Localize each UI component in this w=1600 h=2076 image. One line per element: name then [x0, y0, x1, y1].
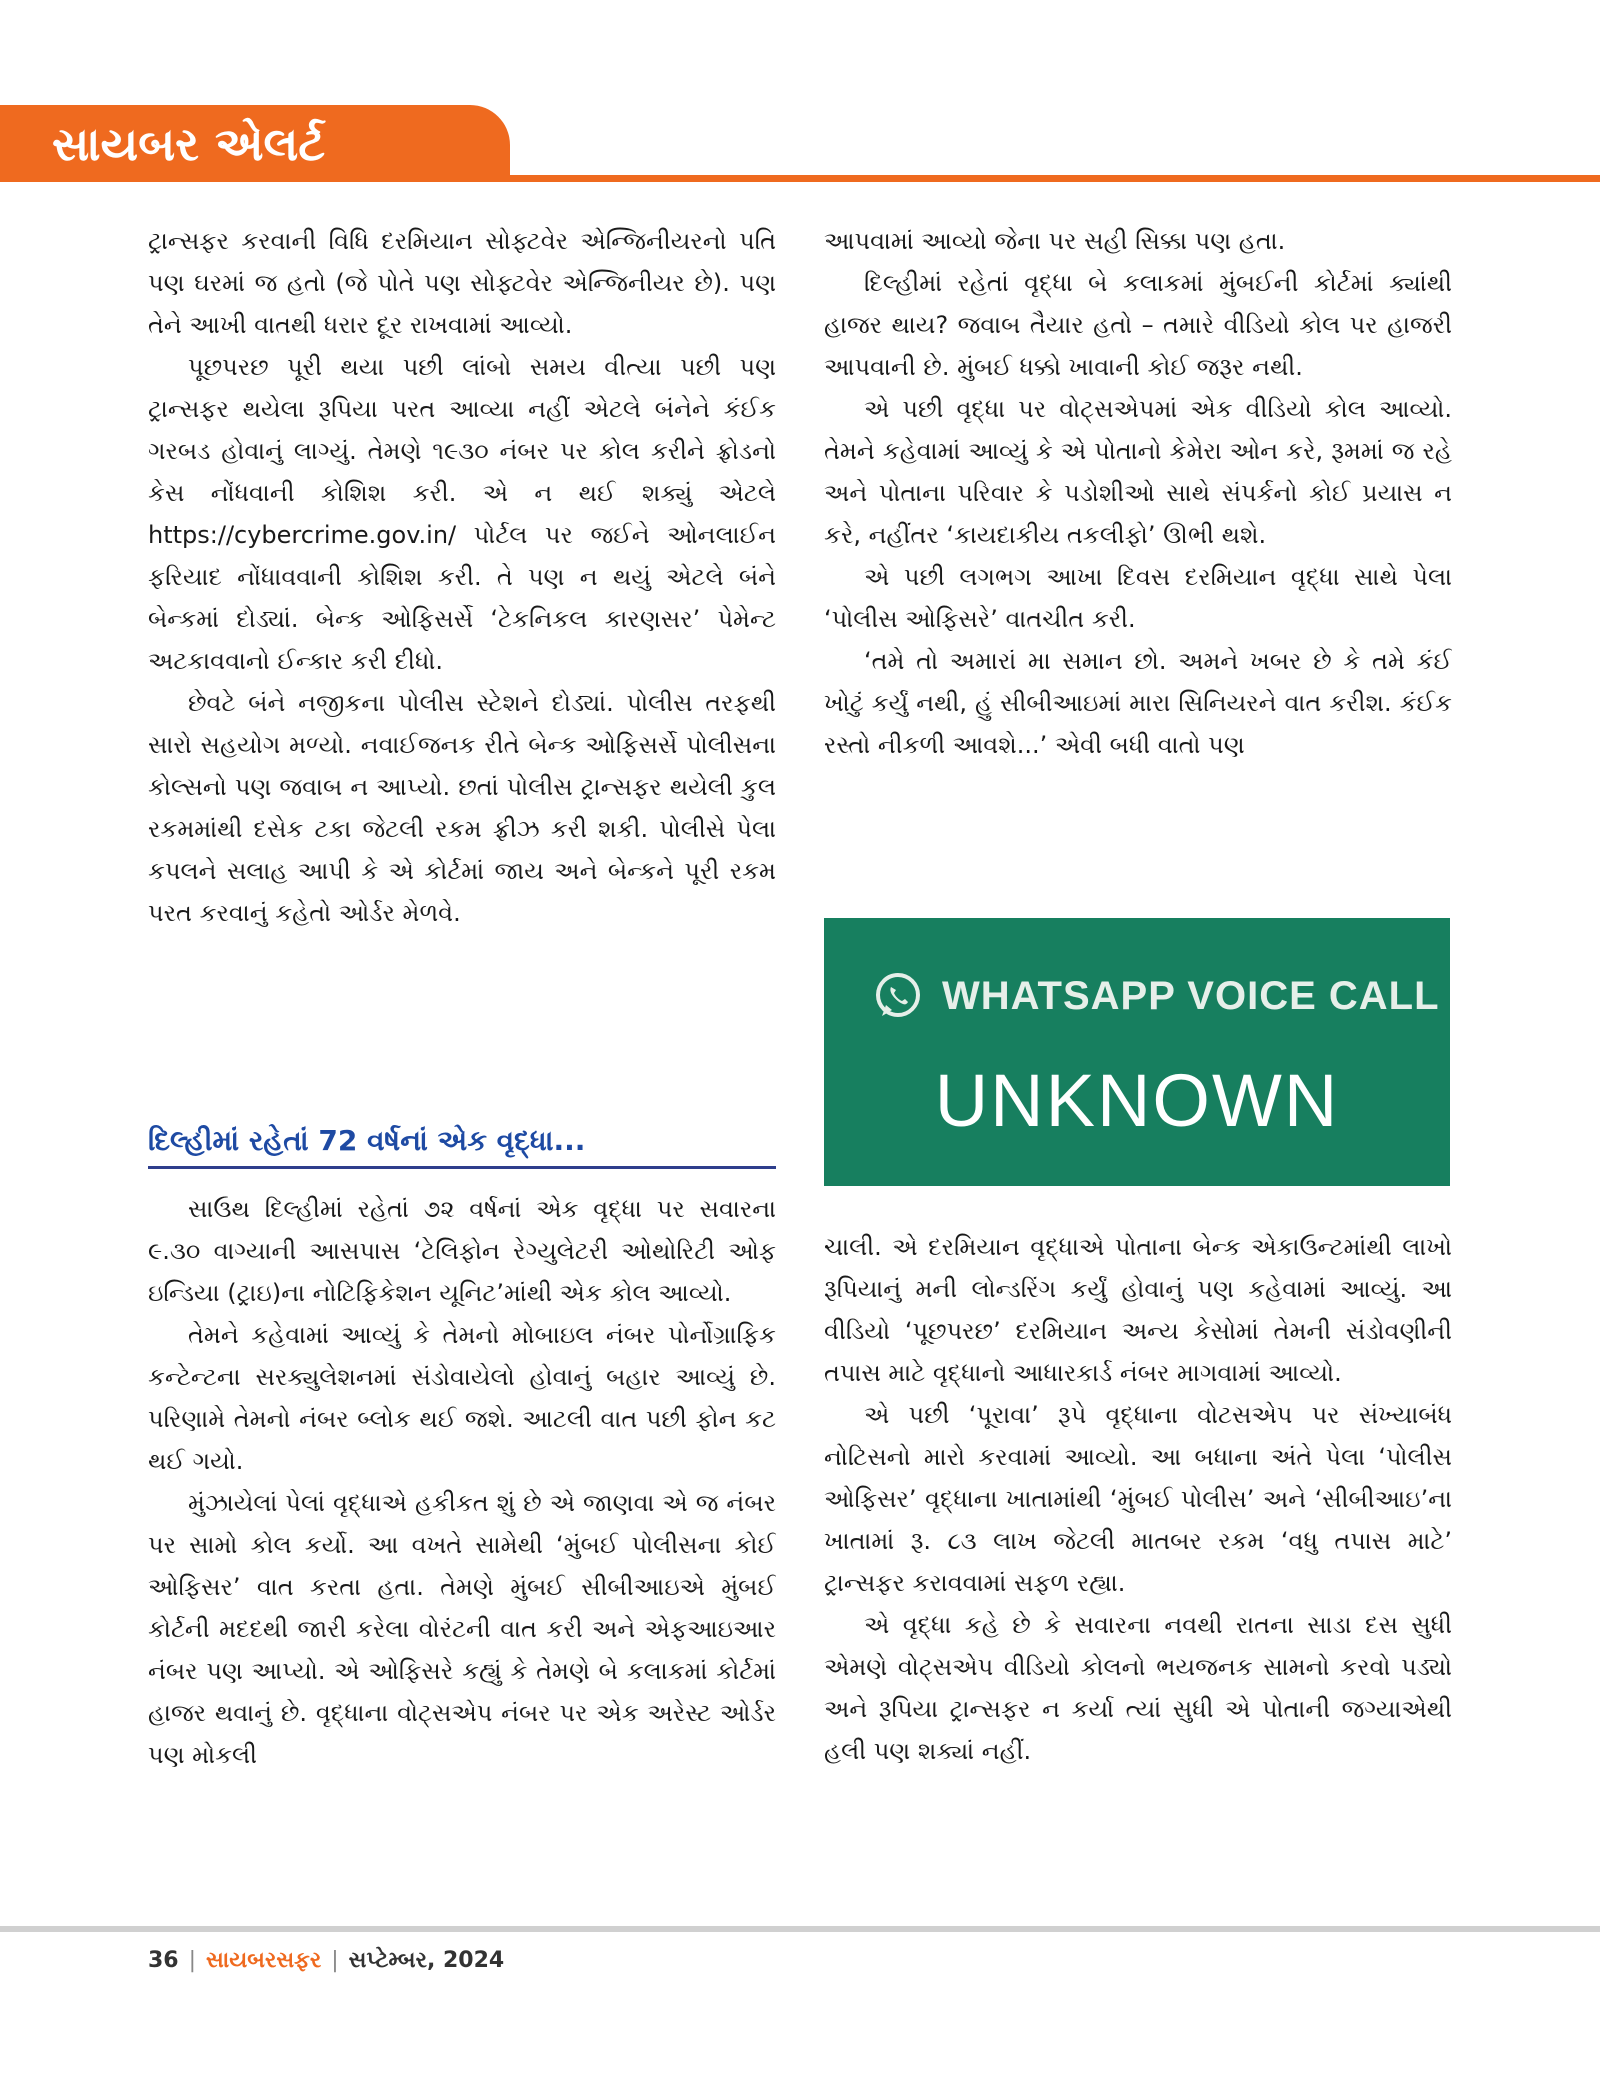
paragraph: એ પછી ‘પૂરાવા’ રૂપે વૃદ્ધાના વોટસએપ પર સંખ્યાબંધ નોટિસનો મારો કરવામાં આવ્યો. આ બધાના અંતે પેલા ‘પોલીસ ઓફિસર’ વૃદ્ધાના ખાતામાંથી ‘મુંબઈ પોલીસ’ અને ‘સીબીઆઇ’ના ખાતામાં રૂ. ૮૩ લાખ જેટલી માતબર રકમ ‘વધુ તપાસ માટે’ ટ્રાન્સફર કરાવવામાં સફળ રહ્યા.: [824, 1401, 1452, 1597]
whatsapp-icon: [872, 970, 924, 1022]
call-label-row: [872, 966, 1440, 1026]
paragraph: આપવામાં આવ્યો જેના પર સહી સિક્કા પણ હતા.: [824, 227, 1286, 255]
subheading: દિલ્હીમાં રહેતાં 72 વર્ષનાં એક વૃદ્ધા...: [148, 1116, 776, 1169]
page-footer: [148, 1946, 504, 1976]
left-column-top: [148, 220, 776, 1096]
right-column-bottom: [824, 1226, 1452, 1848]
left-column-bottom: [148, 1188, 776, 1848]
footer-rule: [0, 1926, 1600, 1932]
paragraph: પૂછપરછ પૂરી થયા પછી લાંબો સમય વીત્યા પછી પણ ટ્રાન્સફર થયેલા રૂપિયા પરત આવ્યા નહીં એટલે બંનેને કંઈક ગરબડ હોવાનું લાગ્યું. તેમણે ૧૯૩૦ નંબર પર કોલ કરીને ફ્રોડનો કેસ નોંધવાની કોશિશ કરી. એ ન થઈ શક્યું એટલે https://cybercrime.gov.in/ પોર્ટલ પર જઈને ઓનલાઈન ફરિયાદ નોંધાવવાની કોશિશ કરી. તે પણ ન થયું એટલે બંને બેન્કમાં દોડ્યાં. બેન્ક ઓફિસર્સે ‘ટેકનિકલ કારણસર’ પેમેન્ટ અટકાવવાનો ઈન્કાર કરી દીધો.: [148, 353, 776, 675]
paragraph: છેવટે બંને નજીકના પોલીસ સ્ટેશને દોડ્યાં. પોલીસ તરફથી સારો સહયોગ મળ્યો. નવાઈજનક રીતે બેન્ક ઓફિસર્સે પોલીસના કોલ્સનો પણ જવાબ ન આપ્યો. છતાં પોલીસ ટ્રાન્સફર થયેલી કુલ રકમમાંથી દસેક ટકા જેટલી રકમ ફ્રીઝ કરી શકી. પોલીસે પેલા કપલને સલાહ આપી કે એ કોર્ટમાં જાય અને બેન્કને પૂરી રકમ પરત કરવાનું કહેતો ઓર્ડર મેળવે.: [148, 689, 776, 927]
footer-separator: |: [331, 1948, 339, 1973]
section-title: સાયબર એલર્ટ: [52, 117, 326, 171]
call-type-label: WHATSAPP VOICE CALL: [942, 973, 1440, 1018]
paragraph: ‘તમે તો અમારાં મા સમાન છો. અમને ખબર છે કે તમે કંઈ ખોટું કર્યું નથી, હું સીબીઆઇમાં મારા સિનિયરને વાત કરીશ. કંઈક રસ્તો નીકળી આવશે...’ એવી બધી વાતો પણ: [824, 647, 1452, 759]
whatsapp-call-image: [824, 918, 1450, 1186]
magazine-name: સાયબરસફર: [206, 1948, 322, 1973]
issue-date: સપ્ટેમ્બર, 2024: [348, 1948, 505, 1973]
paragraph: એ પછી લગભગ આખા દિવસ દરમિયાન વૃદ્ધા સાથે પેલા ‘પોલીસ ઓફિસરે’ વાતચીત કરી.: [824, 563, 1452, 633]
paragraph: ચાલી. એ દરમિયાન વૃદ્ધાએ પોતાના બેન્ક એકાઉન્ટમાંથી લાખો રૂપિયાનું મની લોન્ડરિંગ કર્યું હોવાનું પણ કહેવામાં આવ્યું. આ વીડિયો ‘પૂછપરછ’ દરમિયાન અન્ય કેસોમાં તેમની સંડોવણીની તપાસ માટે વૃદ્ધાનો આધારકાર્ડ નંબર માગવામાં આવ્યો.: [824, 1233, 1452, 1387]
footer-separator: |: [188, 1948, 197, 1973]
paragraph: મુંઝાયેલાં પેલાં વૃદ્ધાએ હકીકત શું છે એ જાણવા એ જ નંબર પર સામો કોલ કર્યો. આ વખતે સામેથી ‘મુંબઈ પોલીસના કોઈ ઓફિસર’ વાત કરતા હતા. તેમણે મુંબઈ સીબીઆઇએ મુંબઈ કોર્ટની મદદથી જારી કરેલા વોરંટની વાત કરી અને એફઆઇઆર નંબર પણ આપ્યો. એ ઓફિસરે કહ્યું કે તેમણે બે કલાકમાં કોર્ટમાં હાજર થવાનું છે. વૃદ્ધાના વોટ્સએપ નંબર પર એક અરેસ્ટ ઓર્ડર પણ મોકલી: [148, 1489, 776, 1769]
paragraph: એ વૃદ્ધા કહે છે કે સવારના નવથી રાતના સાડા દસ સુધી એમણે વોટ્સએપ વીડિયો કોલનો ભયજનક સામનો કરવો પડ્યો અને રૂપિયા ટ્રાન્સફર ન કર્યા ત્યાં સુધી એ પોતાની જગ્યાએથી હલી પણ શક્યાં નહીં.: [824, 1611, 1452, 1765]
paragraph: ટ્રાન્સફર કરવાની વિધિ દરમિયાન સોફ્ટવેર એન્જિનીયરનો પતિ પણ ઘરમાં જ હતો (જે પોતે પણ સોફ્ટવેર એન્જિનીયર છે). પણ તેને આખી વાતથી ધરાર દૂર રાખવામાં આવ્યો.: [148, 227, 776, 339]
paragraph: દિલ્હીમાં રહેતાં વૃદ્ધા બે કલાકમાં મુંબઈની કોર્ટમાં ક્યાંથી હાજર થાય? જવાબ તૈયાર હતો – તમારે વીડિયો કોલ પર હાજરી આપવાની છે. મુંબઈ ધક્કો ખાવાની કોઈ જરૂર નથી.: [824, 269, 1452, 381]
right-column-top: [824, 220, 1452, 902]
paragraph: સાઉથ દિલ્હીમાં રહેતાં ૭૨ વર્ષનાં એક વૃદ્ધા પર સવારના ૯.૩૦ વાગ્યાની આસપાસ ‘ટેલિફોન રેગ્યુલેટરી ઓથોરિટી ઓફ ઇન્ડિયા (ટ્રાઇ)ના નોટિફિકેશન યૂનિટ’માંથી એક કોલ આવ્યો.: [148, 1195, 776, 1307]
caller-status: UNKNOWN: [934, 1059, 1340, 1142]
paragraph: એ પછી વૃદ્ધા પર વોટ્સએપમાં એક વીડિયો કોલ આવ્યો. તેમને કહેવામાં આવ્યું કે એ પોતાનો કેમેરા ઓન કરે, રૂમમાં જ રહે અને પોતાના પરિવાર કે પડોશીઓ સાથે સંપર્કનો કોઈ પ્રયાસ ન કરે, નહીંતર ‘કાયદાકીય તકલીફો’ ઊભી થશે.: [824, 395, 1452, 549]
page-number: 36: [148, 1948, 179, 1973]
paragraph: તેમને કહેવામાં આવ્યું કે તેમનો મોબાઇલ નંબર પોર્નોગ્રાફિક કન્ટેન્ટના સરક્યુલેશનમાં સંડોવાયેલો હોવાનું બહાર આવ્યું છે. પરિણામે તેમનો નંબર બ્લોક થઈ જશે. આટલી વાત પછી ફોન કટ થઈ ગયો.: [148, 1321, 776, 1475]
